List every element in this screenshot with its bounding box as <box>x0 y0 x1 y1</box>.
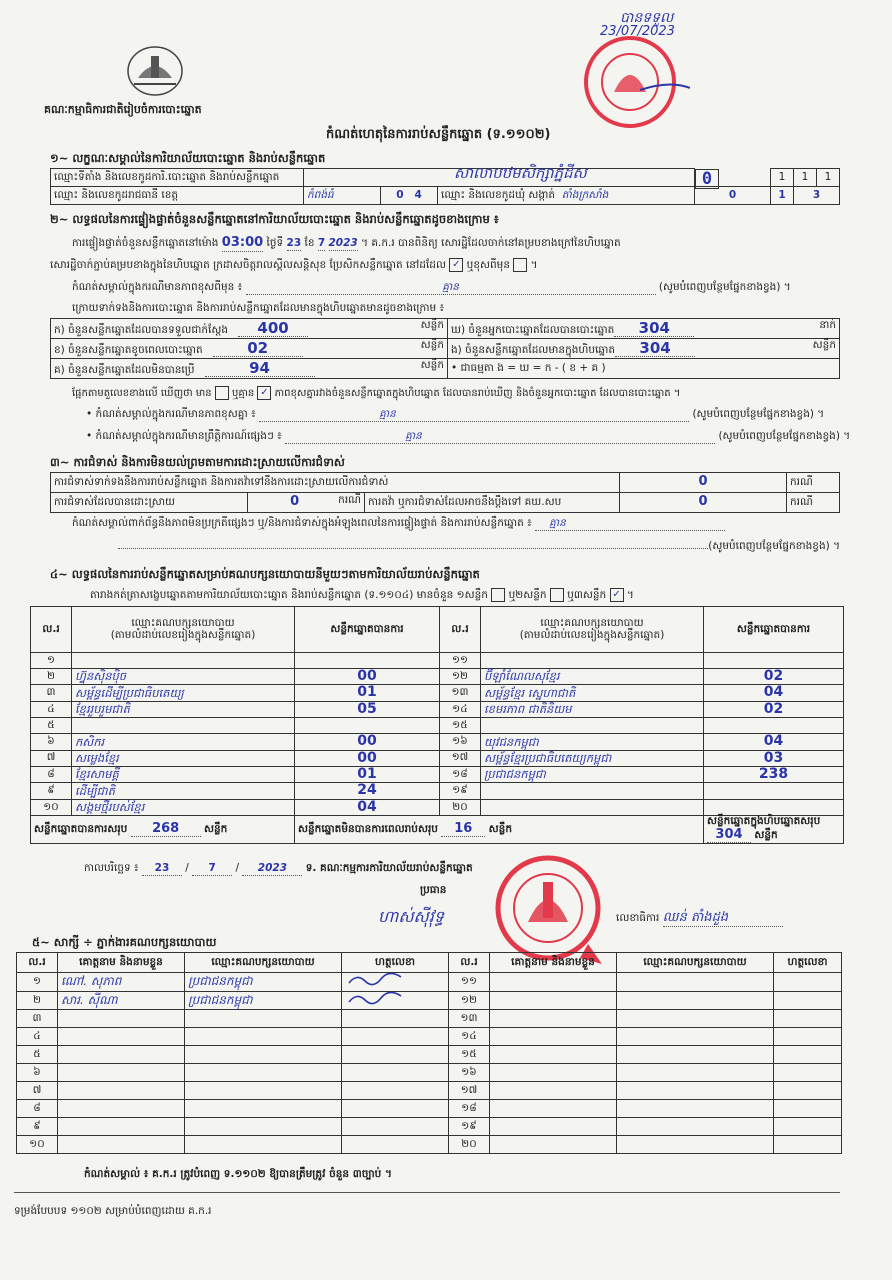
s2-value-a: 400 <box>238 320 308 338</box>
party-name <box>481 783 704 799</box>
three-sheets-checkbox[interactable]: ✓ <box>610 588 624 602</box>
s2-row-c: គ) ចំនួនសន្លឹកឆ្នោតដែលមិនបានប្រើ 94 សន្លឹក <box>51 359 448 379</box>
witness-signature <box>774 1010 842 1028</box>
total-valid: សន្លឹកឆ្នោតបានការសរុប 268 សន្លឹក <box>31 816 295 844</box>
witness-party <box>185 1100 342 1118</box>
witness-no: ១៣ <box>449 1010 490 1028</box>
witness-no: ៩ <box>17 1118 58 1136</box>
s2-compare-line: ផ្អែកតាមតួលេខខាងលើ ឃើញថា មាន ឬគ្មាន ✓ ភាពខុសគ្នារវាងចំនួនសន្លឹកឆ្នោតក្នុងហិបឆ្នោត ដែលបានរាប់ឃើញ និងចំនួនអ្នកបោះឆ្នោត ដែលបានបោះឆ្នោត ។ <box>72 387 681 399</box>
witness-no: ២០ <box>449 1136 490 1154</box>
s4-intro: តារាងកត់ត្រាសង្ខេបឆ្នោតតាមការិយាល័យបោះឆ្នោត និងរាប់សន្លឹកឆ្នោត (ទ.១១០៤) មានចំនួន ១សន្លឹក ឬ២សន្លឹក ឬ៣សន្លឹក ✓ ។ <box>90 589 634 601</box>
party-votes: 04 <box>704 685 844 701</box>
party-name <box>72 718 295 734</box>
table-row <box>31 653 844 669</box>
s2-note-value: គ្មាន <box>246 281 656 295</box>
witness-party: ប្រជាជនកម្ពុជា <box>185 991 342 1010</box>
witness-no: ១ <box>17 973 58 992</box>
witness-no: ១២ <box>449 991 490 1010</box>
witness-no: ៧ <box>17 1082 58 1100</box>
party-votes: 02 <box>704 701 844 717</box>
s1-row2-value: កំពង់ធំ <box>304 187 381 205</box>
witness-no: ១៩ <box>449 1118 490 1136</box>
s3-row2-label: ការជំទាស់ដែលបានដោះស្រាយ <box>51 493 248 513</box>
s1-code-b2: 1 <box>771 187 794 205</box>
party-no: ៧ <box>31 750 72 766</box>
witness-signature <box>774 991 842 1010</box>
s2-row-e: ង) ចំនួនសន្លឹកឆ្នោតដែលមានក្នុងហិបឆ្នោត 304 សន្លឹក <box>448 339 840 359</box>
s4-date-line: កាលបរិច្ឆេទ ៖ 23 / 7 / 2023 ទ. គណៈកម្មការការិយាល័យរាប់សន្លឹកឆ្នោត <box>84 862 473 874</box>
party-name: សម្លេងខ្មែរ <box>72 750 295 766</box>
witness-party <box>185 1046 342 1064</box>
table-row <box>31 701 844 717</box>
s3-row2-value: 0 ករណី <box>248 493 365 513</box>
date-day: 23 <box>142 862 182 876</box>
party-votes: 00 <box>295 750 440 766</box>
one-sheet-checkbox[interactable] <box>491 588 505 602</box>
witness-name <box>490 1118 617 1136</box>
section1-table <box>50 164 840 205</box>
official-seal-icon <box>580 30 690 130</box>
party-name: សម្ព័ន្ធដើម្បីប្រជាធិបតេយ្យ <box>72 685 295 701</box>
s2-year: 2023 <box>328 237 358 249</box>
party-no: ១៩ <box>440 783 481 799</box>
witness-party: ប្រជាជនកម្ពុជា <box>185 973 342 992</box>
s1-code-3: 1 <box>794 169 817 187</box>
secretary-name: ឈន់ តាំងដួង <box>663 910 783 927</box>
s1-code-4: 1 <box>817 169 840 187</box>
witness-name <box>58 1010 185 1028</box>
witness-name <box>58 1136 185 1154</box>
witness-signature <box>342 1010 449 1028</box>
witness-party <box>617 1136 774 1154</box>
party-name: កសិករ <box>72 734 295 750</box>
party-votes <box>704 653 844 669</box>
total-invalid-value: 16 <box>441 822 485 837</box>
party-no: ១ <box>31 653 72 669</box>
table-row <box>31 783 844 799</box>
witness-signature <box>342 991 449 1010</box>
table-row <box>17 973 842 992</box>
witness-no: ៨ <box>17 1100 58 1118</box>
section1-title: ១~ លក្ខណៈសម្គាល់នៃការិយាល័យបោះឆ្នោត និងរាប់សន្លឹកឆ្នោត <box>50 151 326 165</box>
table-row <box>17 1082 842 1100</box>
witness-signature <box>774 1100 842 1118</box>
s3-note-value: គ្មាន <box>535 517 725 531</box>
witness-signature <box>342 973 449 992</box>
s2-diff-note-value: គ្មាន <box>259 408 689 422</box>
stamp-received-label: បានទទួល <box>620 10 674 26</box>
witness-signature <box>342 1136 449 1154</box>
party-name <box>481 653 704 669</box>
party-votes <box>704 783 844 799</box>
witness-party <box>617 1010 774 1028</box>
party-no: ៤ <box>31 701 72 717</box>
witness-no: ៤ <box>17 1028 58 1046</box>
witness-party <box>185 1118 342 1136</box>
witness-name: សារ. ស៊ីណា <box>58 991 185 1010</box>
party-votes: 238 <box>704 766 844 782</box>
party-name: ខ្មែររួបរួមជាតិ <box>72 701 295 717</box>
s2-value-e: 304 <box>615 340 695 358</box>
s2-value-d: 304 <box>614 320 694 338</box>
party-name: ប្រជាជនកម្ពុជា <box>481 766 704 782</box>
witness-party <box>617 1064 774 1082</box>
s2-result-intro: ក្រោយទាក់ទងនិងការបោះឆ្នោត និងការរាប់សន្លឹកឆ្នោតដែលមានក្នុងហិបឆ្នោតមានដូចខាងក្រោម ៖ <box>72 302 445 314</box>
table-row <box>17 991 842 1010</box>
witness-signature <box>774 1028 842 1046</box>
party-name: ដើម្បីជាតិ <box>72 783 295 799</box>
party-name: សម្ព័ន្ធខ្មែរប្រជាធិបតេយ្យកម្ពុជា <box>481 750 704 766</box>
s2-value-c: 94 <box>205 360 315 378</box>
witness-table: ល.រ គោត្តនាម និងនាមខ្លួន ឈ្មោះគណបក្សនយោបាយ ហត្ថលេខា ល.រ គោត្តនាម និងនាមខ្លួន ឈ្មោះគណបក្សនយោបាយ ហត្ថលេខា ១ ណៅ. សុភាព ប្រជាជនកម្ពុជា ១១ ២ សារ. ស៊ីណា ប្រជាជនកម្ពុជា ១២ ៣ ១៣ ៤ ១៤ ៥ ១៥ ៦ ១៦ ៧ ១៧ ៨ ១៨ ៩ ១៩ ១០ ២០ <box>16 952 842 1154</box>
party-no: ៨ <box>31 766 72 782</box>
witness-name <box>490 991 617 1010</box>
witness-party <box>617 1100 774 1118</box>
chair-signature: ហាស់ស៊ីវុទ្ធ <box>378 907 445 926</box>
party-votes: 01 <box>295 766 440 782</box>
party-votes: 24 <box>295 783 440 799</box>
s3-row2-value-b: 0 <box>620 493 787 513</box>
witness-name <box>58 1028 185 1046</box>
witness-name <box>490 1100 617 1118</box>
s2-event-note-value: គ្មាន <box>285 430 715 444</box>
party-votes: 00 <box>295 734 440 750</box>
s1-row2-label-b-cell: ឈ្មោះ និងលេខកូដឃុំ សង្កាត់ តាំងក្រសាំង <box>438 187 695 205</box>
section3-title: ៣~ ការជំទាស់ និងការមិនយល់ព្រមតាមការដោះស្រាយលើការជំទាស់ <box>50 455 345 469</box>
changed-checkbox[interactable] <box>513 258 527 272</box>
witness-signature <box>342 1028 449 1046</box>
witness-signature <box>342 1100 449 1118</box>
party-votes: 04 <box>295 799 440 815</box>
party-no: ២០ <box>440 799 481 815</box>
party-votes: 01 <box>295 685 440 701</box>
witness-name <box>490 1046 617 1064</box>
s2-time: 03:00 <box>221 235 264 250</box>
witness-signature <box>342 1064 449 1082</box>
witness-name <box>490 1028 617 1046</box>
party-rows <box>31 653 844 816</box>
witness-signature <box>774 1118 842 1136</box>
party-votes: 00 <box>295 669 440 685</box>
party-results-table: ល.រ ឈ្មោះគណបក្សនយោបាយ (តាមលំដាប់លេខរៀងក្នុងសន្លឹកឆ្នោត) សន្លឹកឆ្នោតបានការ ល.រ ឈ្មោះគណបក្សនយោបាយ (តាមលំដាប់លេខរៀងក្នុងសន្លឹកឆ្នោត) សន្លឹកឆ្នោតបានការ ១ ១១ ២ ហ្វ៊ុនស៊ិនប៉ិច 00 ១២ ប៊ីឡាំណែលសុខ្មែរ 02 ៣ សម្ព័ន្ធដើម្បីប្រជាធិបតេយ្យ 01 ១៣ សម្ព័ន្ធខ្មែរ ស្នេហាជាតិ 04 ៤ ខ្មែររួបរួមជាតិ 05 ១៤ ខេមរភាព ជាតិនិយម 02 ៥ ១៥ ៦ កសិករ 00 ១៦ យុវជនកម្ពុជា 04 ៧ សម្លេងខ្មែរ 00 ១៧ សម្ព័ន្ធខ្មែរប្រជាធិបតេយ្យកម្ពុជា 03 ៨ ខ្មែរសាមគ្គី 01 ១៨ ប្រជាជនកម្ពុជា 238 ៩ ដើម្បីជាតិ 24 ១៩ ១០ សង្គមថ្មីរបស់ខ្មែរ 04 ២០ សន្លឹកឆ្នោតបានការសរុប 268 សន្លឹក សន្លឹកឆ្នោតមិនបានការពេលរាប់សរុប 16 សន្លឹក សន្លឹកឆ្នោតក្នុងហិបឆ្នោតសរុប 304 សន្លឹក <box>30 606 844 844</box>
s2-formula: • ជាធម្មតា ង = ឃ = ក - ( ខ + គ ) <box>448 359 840 379</box>
party-no: ៣ <box>31 685 72 701</box>
s1-code-1: 0 <box>695 169 719 190</box>
table-row <box>31 669 844 685</box>
table-row <box>31 750 844 766</box>
witness-name <box>490 1136 617 1154</box>
date-month: 7 <box>192 862 232 876</box>
witness-signature <box>774 1064 842 1082</box>
witness-party <box>185 1028 342 1046</box>
total-invalid: សន្លឹកឆ្នោតមិនបានការពេលរាប់សរុប 16 សន្លឹក <box>295 816 704 844</box>
party-name: ហ្វ៊ុនស៊ិនប៉ិច <box>72 669 295 685</box>
footer-form: ទម្រង់បែបបទ ១១០២ សម្រាប់បំពេញដោយ គ.ក.រ <box>14 1205 212 1217</box>
has-difference-checkbox[interactable] <box>215 386 229 400</box>
table-row <box>17 1010 842 1028</box>
party-no: ១០ <box>31 799 72 815</box>
witness-no: ១៤ <box>449 1028 490 1046</box>
witness-party <box>617 1028 774 1046</box>
witness-party <box>617 1046 774 1064</box>
witness-signature <box>774 1046 842 1064</box>
witness-name <box>490 1010 617 1028</box>
witness-signature <box>342 1082 449 1100</box>
witness-name <box>58 1064 185 1082</box>
stamp-received-date: 23/07/2023 <box>600 24 675 39</box>
s2-note-line: កំណត់សម្គាល់ក្នុងករណីមានភាពខុសពីមុន ៖ គ្មាន (សូមបំពេញបន្ថែមផ្នែកខាងខ្វង) ។ <box>72 281 791 293</box>
party-no: ៥ <box>31 718 72 734</box>
party-name: សម្ព័ន្ធខ្មែរ ស្នេហាជាតិ <box>481 685 704 701</box>
party-votes: 02 <box>704 669 844 685</box>
secretary-line: លេខាធិការ ឈន់ តាំងដួង <box>616 910 783 927</box>
witness-party <box>617 1082 774 1100</box>
witness-no: ២ <box>17 991 58 1010</box>
party-no: ៩ <box>31 783 72 799</box>
witness-name <box>490 973 617 992</box>
witness-no: ១១ <box>449 973 490 992</box>
table-row <box>17 1136 842 1154</box>
no-difference-checkbox[interactable]: ✓ <box>257 386 271 400</box>
s1-row1-value-cell <box>304 164 695 187</box>
party-no: ១៣ <box>440 685 481 701</box>
witness-name <box>58 1118 185 1136</box>
witness-no: ៥ <box>17 1046 58 1064</box>
org-name: គណៈកម្មាធិការជាតិរៀបចំការបោះឆ្នោត <box>44 103 202 116</box>
party-no: ១៤ <box>440 701 481 717</box>
witness-signature <box>774 973 842 992</box>
party-no: ១៨ <box>440 766 481 782</box>
witness-party <box>185 1136 342 1154</box>
party-no: ១៦ <box>440 734 481 750</box>
witness-party <box>185 1082 342 1100</box>
party-votes: 05 <box>295 701 440 717</box>
s1-row1-label: ឈ្មោះទីតាំង និងលេខកូដការិ.បោះឆ្នោត និងរាប់សន្លឹកឆ្នោត <box>51 169 304 187</box>
party-name: ប៊ីឡាំណែលសុខ្មែរ <box>481 669 704 685</box>
table-row <box>31 718 844 734</box>
witness-name: ណៅ. សុភាព <box>58 973 185 992</box>
party-votes <box>704 718 844 734</box>
party-no: ១១ <box>440 653 481 669</box>
s3-row1-value: 0 <box>620 473 787 493</box>
party-votes <box>704 799 844 815</box>
party-no: ៦ <box>31 734 72 750</box>
footer-note: កំណត់សម្គាល់ ៖ គ.ក.រ ត្រូវបំពេញ ទ.១១០២ ឱ្យបានត្រឹមត្រូវ ចំនួន ៣ច្បាប់ ។ <box>84 1168 392 1180</box>
s1-row2-code: 0 4 <box>381 187 438 205</box>
s2-event-note: • កំណត់សម្គាល់ក្នុងករណីមានព្រឹត្តិការណ៍ផ្សេងៗ ៖ គ្មាន (សូមបំពេញបន្ថែមផ្នែកខាងខ្វង) ។ <box>86 430 851 442</box>
table-row <box>17 1046 842 1064</box>
commission-seal-icon <box>492 852 604 964</box>
s2-line2: សោរដ្ឋិចាក់ភ្ជាប់គម្របខាងក្នុងនៃហិបឆ្នោត ក្រដាសចិត្តរាលស្តីលសន្តិសុខ ប្រែសិកសន្លឹកឆ្នោត នៅដដែល ✓ ឬខុសពីមុន ។ <box>50 259 538 271</box>
s1-code-2: 1 <box>771 169 794 187</box>
table-row <box>17 1028 842 1046</box>
party-no: ២ <box>31 669 72 685</box>
table-row <box>17 1064 842 1082</box>
party-name: ខេមរភាព ជាតិនិយម <box>481 701 704 717</box>
party-name: ខ្មែរសាមគ្គី <box>72 766 295 782</box>
table-row <box>31 685 844 701</box>
table-row <box>31 799 844 815</box>
witness-name <box>490 1082 617 1100</box>
witness-party <box>185 1064 342 1082</box>
witness-no: ៦ <box>17 1064 58 1082</box>
party-no: ១២ <box>440 669 481 685</box>
party-name <box>481 799 704 815</box>
witness-name <box>58 1100 185 1118</box>
party-name: សង្គមថ្មីរបស់ខ្មែរ <box>72 799 295 815</box>
witness-signature <box>774 1136 842 1154</box>
s2-month: 7 <box>317 237 326 249</box>
total-box-value: 304 <box>707 828 751 843</box>
table-row <box>31 734 844 750</box>
witness-no: ១៦ <box>449 1064 490 1082</box>
chair-label: ប្រធាន <box>420 884 447 896</box>
table-row <box>17 1100 842 1118</box>
section5-title: ៥~ សាក្សី ÷ ភ្នាក់ងារគណបក្សនយោបាយ <box>32 935 217 949</box>
s1-row2-value-b: តាំងក្រសាំង <box>561 188 609 201</box>
party-name <box>72 653 295 669</box>
national-emblem-icon <box>124 44 186 98</box>
witness-no: ១០ <box>17 1136 58 1154</box>
s1-row2-label: ឈ្មោះ និងលេខកូដរាជធានី ខេត្ត <box>51 187 304 205</box>
party-votes: 04 <box>704 734 844 750</box>
s1-row1-value: សាលាបឋមសិក្សាភ្នំដីស <box>454 164 587 182</box>
footer-divider <box>14 1192 840 1193</box>
party-votes <box>295 718 440 734</box>
section3-table: ការជំទាស់ទាក់ទងនឹងការរាប់សន្លឹកឆ្នោត និងការតវ៉ាទៅនឹងការដោះស្រាយលើការជំទាស់ 0 ករណី ការជំទាស់ដែលបានដោះស្រាយ 0 ករណី ការតវ៉ា ឬការជំទាស់ដែលអាចនឹងប្តឹងទៅ គឃ.សប 0 ករណី <box>50 472 840 513</box>
section4-title: ៤~ លទ្ធផលនៃការរាប់សន្លឹកឆ្នោតសម្រាប់គណបក្សនយោបាយនីមួយៗតាមការិយាល័យរាប់សន្លឹកឆ្នោត <box>50 567 480 581</box>
s2-row-b: ខ) ចំនួនសន្លឹកឆ្នោតខូចពេលបោះឆ្នោត 02 សន្លឹក <box>51 339 448 359</box>
two-sheets-checkbox[interactable] <box>550 588 564 602</box>
witness-name <box>58 1046 185 1064</box>
s2-diff-note: • កំណត់សម្គាល់ក្នុងករណីមានភាពខុសគ្នា ៖ គ្មាន (សូមបំពេញបន្ថែមផ្នែកខាងខ្វង) ។ <box>86 408 825 420</box>
witness-no: ១៥ <box>449 1046 490 1064</box>
witness-signature <box>342 1118 449 1136</box>
s3-note: កំណត់សម្គាល់ពាក់ព័ន្ធនឹងភាពមិនប្រក្រតីផ្សេងៗ ឬ/និងការជំទាស់ក្នុងអំឡុងពេលនៃការផ្ទៀងផ្ទាត់ និងការរាប់សន្លឹកឆ្នោត ៖ គ្មាន <box>72 517 725 531</box>
witness-no: ១៨ <box>449 1100 490 1118</box>
s2-row-d: ឃ) ចំនួនអ្នកបោះឆ្នោតដែលបានបោះឆ្នោត 304 នាក់ <box>448 319 840 339</box>
intact-checkbox[interactable]: ✓ <box>449 258 463 272</box>
s3-hint: (សូមបំពេញបន្ថែមផ្នែកខាងខ្វង) ។ <box>40 540 840 553</box>
s2-row-a: ក) ចំនួនសន្លឹកឆ្នោតដែលបានទទួលជាក់ស្តែង 400 សន្លឹក <box>51 319 448 339</box>
witness-name <box>490 1064 617 1082</box>
party-votes: 03 <box>704 750 844 766</box>
witness-party <box>617 973 774 992</box>
witness-party <box>617 991 774 1010</box>
date-year: 2023 <box>242 862 302 876</box>
party-votes <box>295 653 440 669</box>
party-no: ១៧ <box>440 750 481 766</box>
section2-title: ២~ លទ្ធផលនៃការផ្ទៀងផ្ទាត់ចំនួនសន្លឹកឆ្នោតនៅការិយាល័យបោះឆ្នោត និងរាប់សន្លឹកឆ្នោតដូចខាងក្រោម ៖ <box>50 212 499 226</box>
s3-row1-label: ការជំទាស់ទាក់ទងនឹងការរាប់សន្លឹកឆ្នោត និងការតវ៉ាទៅនឹងការដោះស្រាយលើការជំទាស់ <box>51 473 620 493</box>
party-name <box>481 718 704 734</box>
s2-counts-table <box>50 318 840 379</box>
witness-no: ៣ <box>17 1010 58 1028</box>
s3-row2-label-b: ការតវ៉ា ឬការជំទាស់ដែលអាចនឹងប្តឹងទៅ គឃ.សប <box>365 493 620 513</box>
witness-no: ១៧ <box>449 1082 490 1100</box>
witness-rows <box>17 973 842 1154</box>
s1-code-b3: 3 <box>794 187 840 205</box>
witness-name <box>58 1082 185 1100</box>
s2-day: 23 <box>286 237 302 249</box>
table-row <box>17 1118 842 1136</box>
s1-code-b1: 0 <box>695 187 771 205</box>
party-no: ១៥ <box>440 718 481 734</box>
party-name: យុវជនកម្ពុជា <box>481 734 704 750</box>
s2-value-b: 02 <box>213 340 303 358</box>
witness-signature <box>774 1082 842 1100</box>
s2-intro-line: ការផ្ទៀងផ្ទាត់ចំនួនសន្លឹកឆ្នោតនៅម៉ោង 03:00 ថ្ងៃទី 23 ខែ 7 2023 ។ គ.ក.រ បានពិនិត្យ សោរដ្ឋិដែលចាក់នៅគម្របខាងក្រៅនៃហិបឆ្នោត <box>72 235 621 250</box>
total-valid-value: 268 <box>131 822 201 837</box>
witness-party <box>185 1010 342 1028</box>
total-box: សន្លឹកឆ្នោតក្នុងហិបឆ្នោតសរុប 304 សន្លឹក <box>704 816 844 844</box>
witness-party <box>617 1118 774 1136</box>
witness-signature <box>342 1046 449 1064</box>
table-row <box>31 766 844 782</box>
form-title: កំណត់ហេតុនៃការរាប់សន្លឹកឆ្នោត (ទ.១១០២) <box>326 127 551 142</box>
